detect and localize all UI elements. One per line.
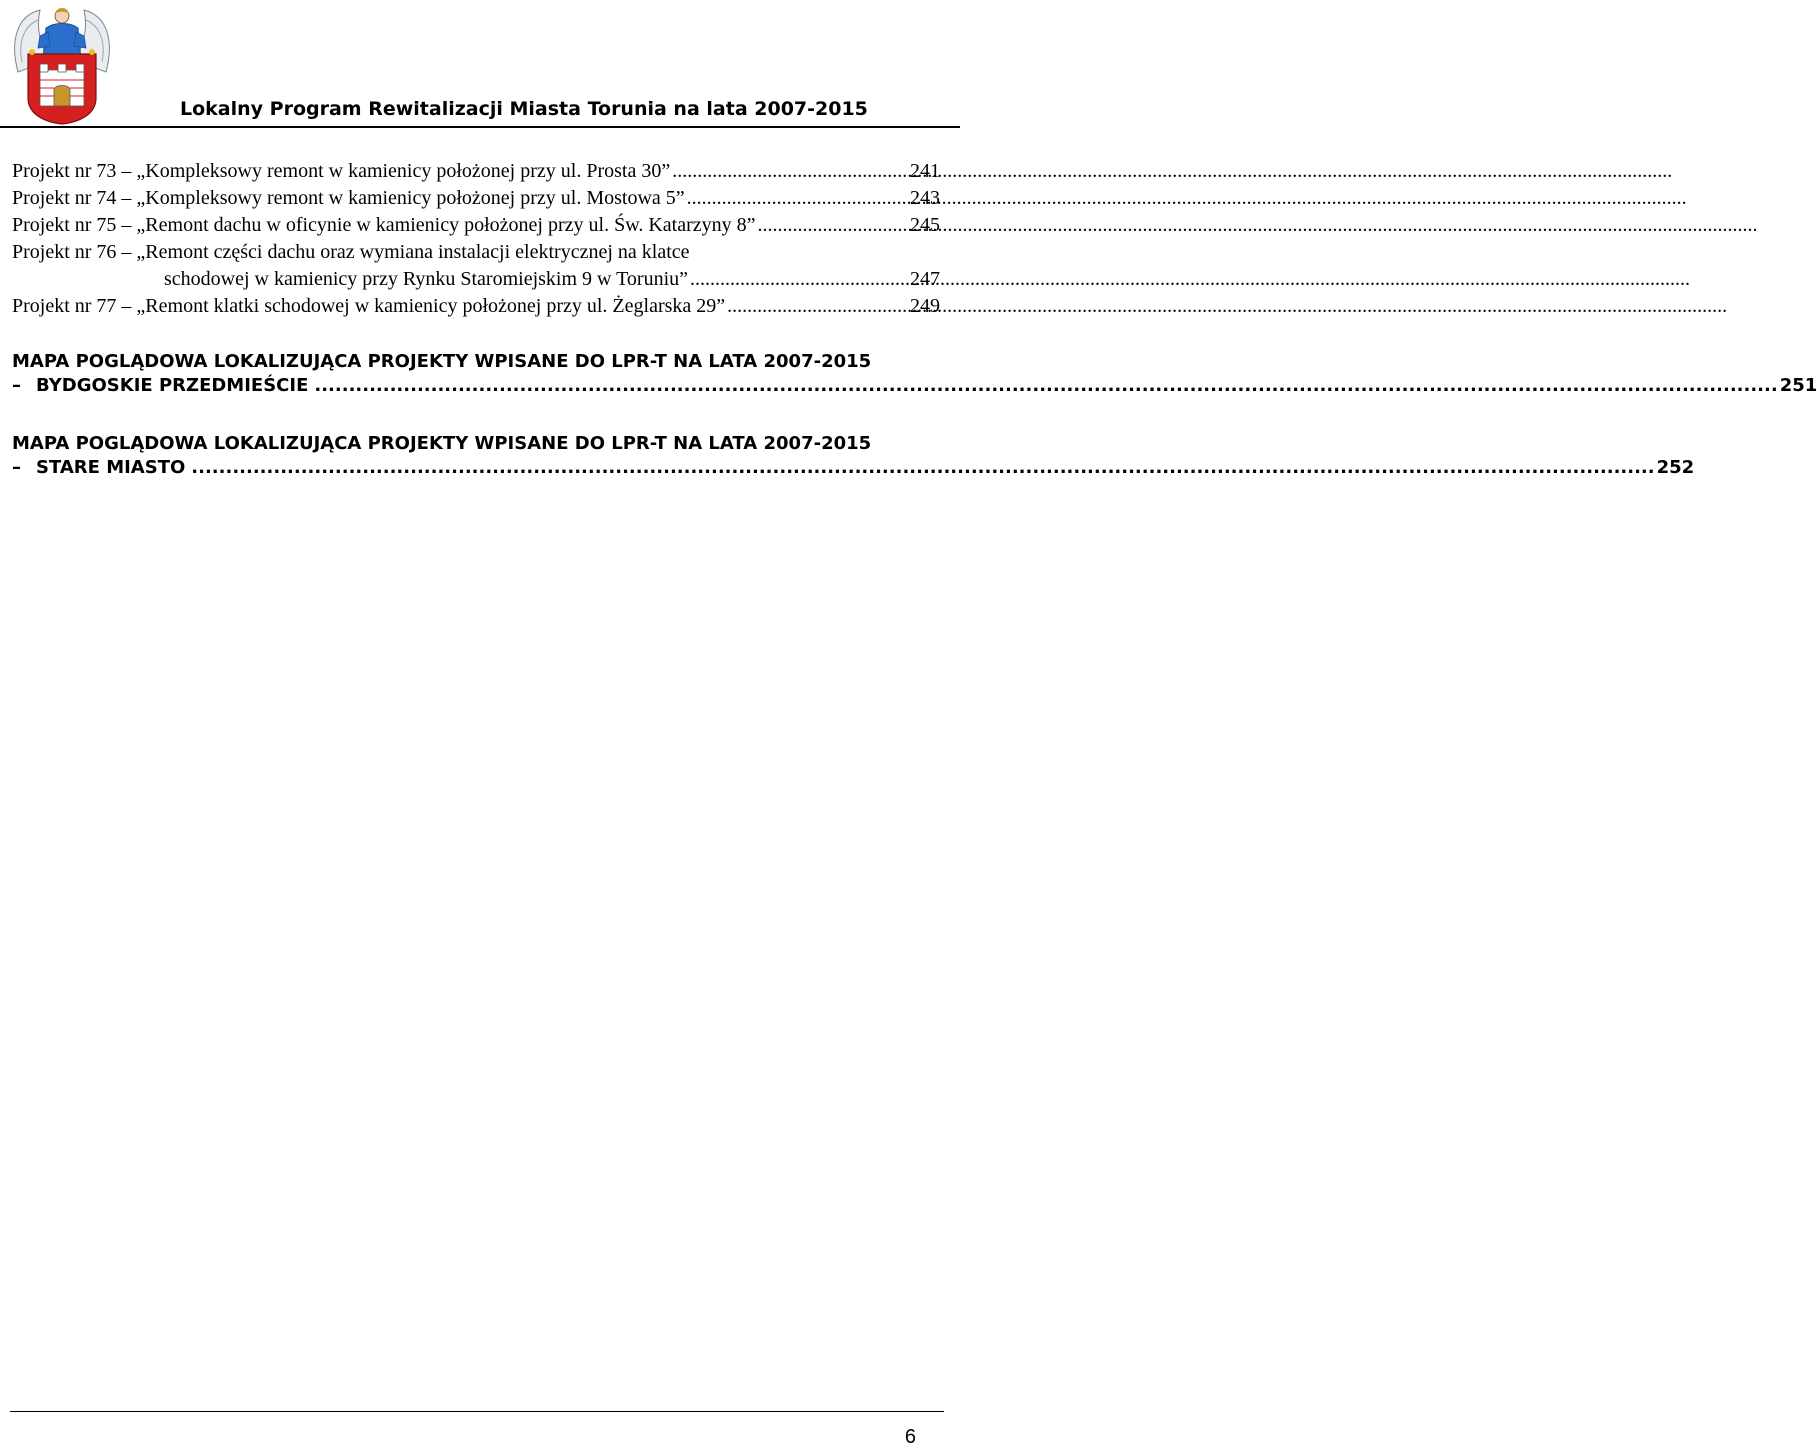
toc-entry-label: Projekt nr 74 – „Kompleksowy remont w kamienicy położonej przy ul. Mostowa 5” xyxy=(12,187,685,209)
map-entry-dash: – xyxy=(12,375,21,396)
map-entry-district: STARE MIASTO xyxy=(36,457,186,478)
toc-entry-76[interactable] xyxy=(12,239,940,266)
toc-entry-76-continuation[interactable] xyxy=(12,266,940,293)
toc-entry-label: Projekt nr 77 – „Remont klatki schodowej w kamienicy położonej przy ul. Żeglarska 29” xyxy=(12,295,726,317)
toc-page-number: 243 xyxy=(910,187,940,209)
toc-map-entry-stare-miasto[interactable] xyxy=(12,432,1695,480)
toc-page-number: 247 xyxy=(910,268,940,290)
footer-divider xyxy=(10,1411,944,1412)
toc-entry-label: Projekt nr 73 – „Kompleksowy remont w kamienicy położonej przy ul. Prosta 30” xyxy=(12,160,671,182)
map-entry-dash: – xyxy=(12,457,21,478)
toc-page-number: 245 xyxy=(910,214,940,236)
map-entry-heading: MAPA POGLĄDOWA LOKALIZUJĄCA PROJEKTY WPISANE DO LPR-T NA LATA 2007-2015 xyxy=(12,433,872,454)
document-title: Lokalny Program Rewitalizacji Miasta Torunia na lata 2007-2015 xyxy=(180,98,868,120)
toc-entry-label-continuation: schodowej w kamienicy przy Rynku Staromiejskim 9 w Toruniu” xyxy=(164,268,689,290)
toc-page-number: 241 xyxy=(910,160,940,182)
page-number: 6 xyxy=(904,1426,916,1448)
toc-page-number: 249 xyxy=(910,295,940,317)
toc-dot-leader xyxy=(314,374,1777,398)
toc-entry-74[interactable] xyxy=(12,185,940,212)
toc-entry-label: Projekt nr 75 – „Remont dachu w oficynie w kamienicy położonej przy ul. Św. Katarzyny 8” xyxy=(12,214,756,236)
toc-map-entry-bydgoskie[interactable] xyxy=(12,350,1817,398)
toc-entry-77[interactable] xyxy=(12,293,940,320)
toc-dot-leader xyxy=(191,456,1654,480)
toc-entry-75[interactable] xyxy=(12,212,940,239)
map-entry-district: BYDGOSKIE PRZEDMIEŚCIE xyxy=(36,375,309,396)
toc-dot-leader xyxy=(758,212,908,239)
toc-entry-73[interactable] xyxy=(12,158,940,185)
toc-dot-leader xyxy=(672,158,908,185)
header-divider xyxy=(0,126,960,128)
toc-page-number: 252 xyxy=(1656,457,1695,478)
map-entry-heading: MAPA POGLĄDOWA LOKALIZUJĄCA PROJEKTY WPISANE DO LPR-T NA LATA 2007-2015 xyxy=(12,351,872,372)
torun-coat-of-arms-icon xyxy=(10,2,114,126)
toc-dot-leader xyxy=(687,185,908,212)
table-of-contents xyxy=(12,158,940,320)
toc-entry-label: Projekt nr 76 – „Remont części dachu oraz wymiana instalacji elektrycznej na klatce xyxy=(12,241,690,263)
toc-page-number: 251 xyxy=(1779,375,1817,396)
toc-dot-leader xyxy=(690,266,908,293)
toc-dot-leader xyxy=(727,293,908,320)
page-header xyxy=(0,0,960,130)
